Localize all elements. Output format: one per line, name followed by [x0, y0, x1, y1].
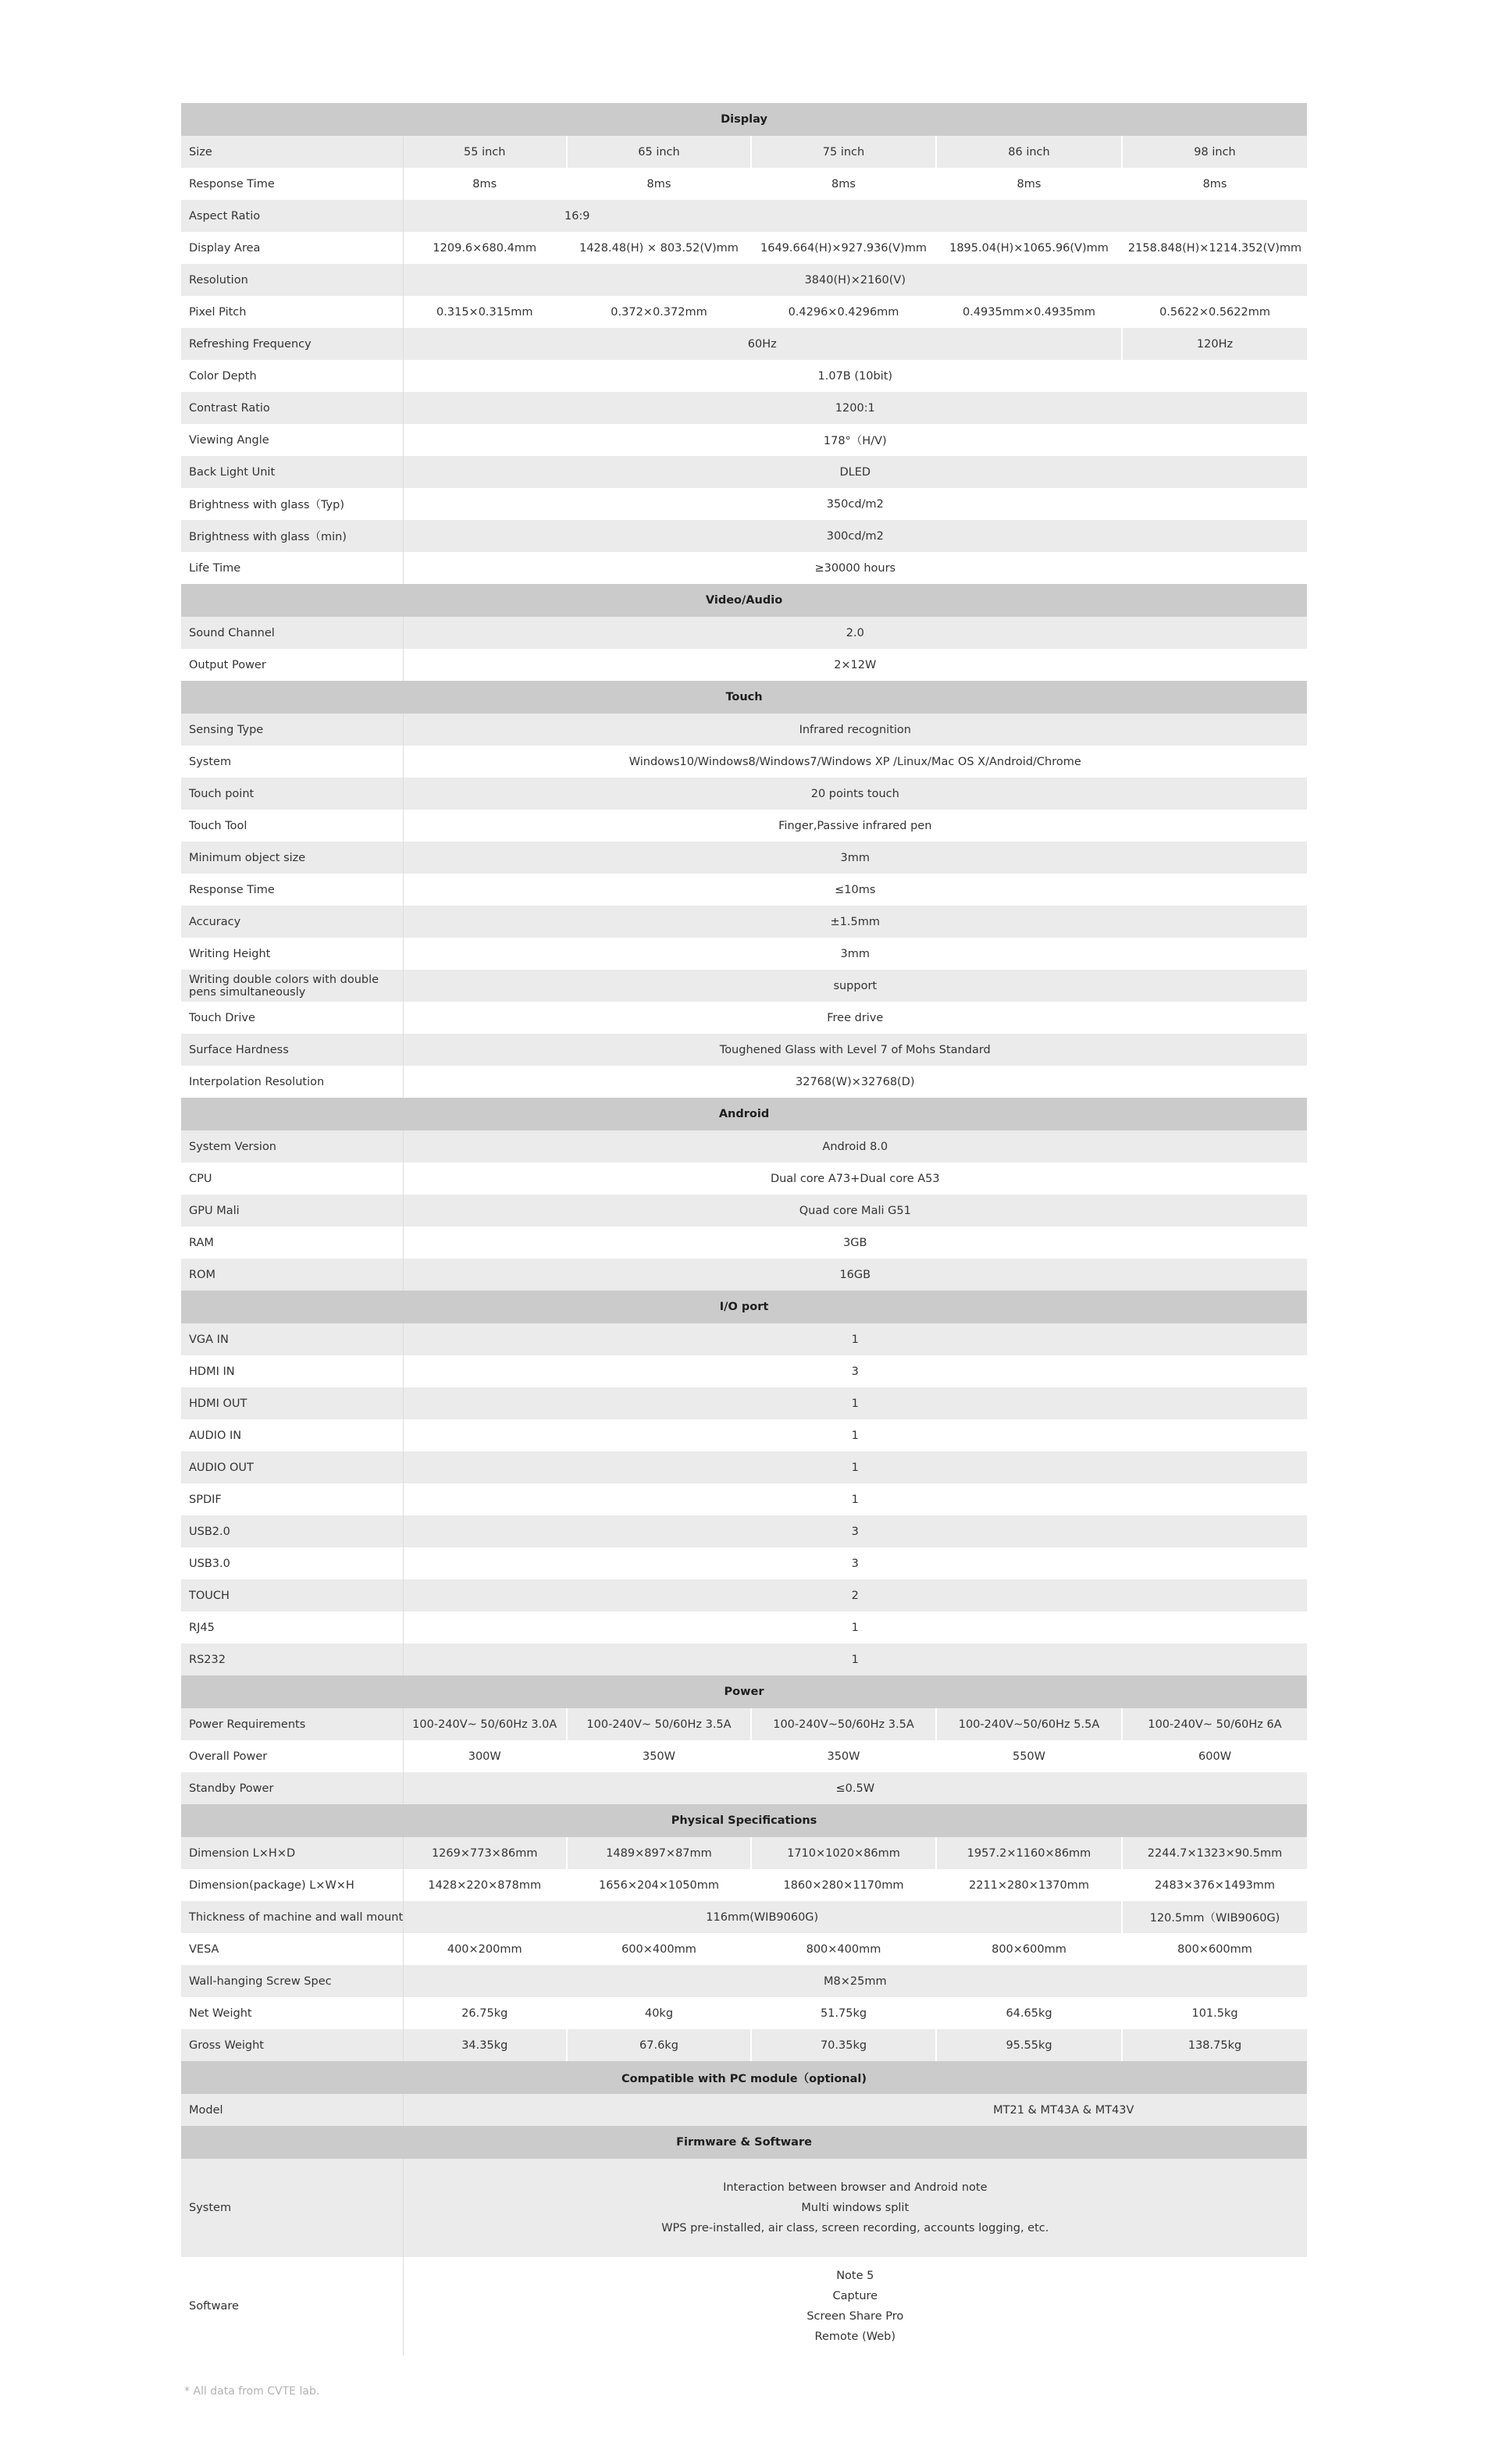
- spec-label: Thickness of machine and wall mount: [181, 1901, 403, 1933]
- spec-row: [181, 360, 1307, 392]
- spec-label: Contrast Ratio: [181, 392, 403, 424]
- spec-row: [181, 617, 1307, 649]
- spec-row: [181, 520, 1307, 552]
- spec-value: 86 inch: [936, 136, 1122, 168]
- spec-label: Display Area: [181, 232, 403, 264]
- spec-label: Output Power: [181, 649, 403, 681]
- spec-value: 0.315×0.315mm: [403, 296, 567, 328]
- spec-label: Minimum object size: [181, 842, 403, 874]
- spec-label: Interpolation Resolution: [181, 1066, 403, 1098]
- spec-label: Accuracy: [181, 906, 403, 938]
- spec-label: Aspect Ratio: [181, 200, 403, 232]
- spec-value: 8ms: [751, 168, 936, 200]
- spec-value-line: Interaction between browser and Android note: [723, 2181, 988, 2194]
- section-header-video-audio: [181, 584, 1307, 617]
- spec-row: [181, 2257, 1307, 2355]
- spec-value-line: WPS pre-installed, air class, screen recording, accounts logging, etc.: [661, 2222, 1049, 2234]
- spec-row: [181, 1579, 1307, 1611]
- spec-value: 1428×220×878mm: [403, 1869, 567, 1901]
- spec-row: [181, 649, 1307, 681]
- spec-row: [181, 970, 1307, 1002]
- spec-value: 1: [403, 1387, 1307, 1419]
- spec-row: [181, 842, 1307, 874]
- spec-value: 60Hz: [403, 328, 1122, 360]
- spec-row: [181, 1163, 1307, 1195]
- spec-label: Touch Drive: [181, 1002, 403, 1034]
- spec-label: HDMI OUT: [181, 1387, 403, 1419]
- spec-label: VGA IN: [181, 1323, 403, 1355]
- spec-value: 2244.7×1323×90.5mm: [1122, 1837, 1307, 1869]
- section-header-compatible-with-pc-module-optional: [181, 2061, 1307, 2094]
- spec-value-line: Capture: [832, 2290, 878, 2302]
- spec-label: Back Light Unit: [181, 456, 403, 488]
- section-header-power: [181, 1675, 1307, 1708]
- spec-label: Refreshing Frequency: [181, 328, 403, 360]
- spec-value: 600×400mm: [567, 1933, 751, 1965]
- spec-row: [181, 1708, 1307, 1740]
- spec-row: [181, 1002, 1307, 1034]
- spec-value: 1: [403, 1611, 1307, 1643]
- spec-value: 300cd/m2: [403, 520, 1307, 552]
- spec-value: 1269×773×86mm: [403, 1837, 567, 1869]
- spec-label: USB3.0: [181, 1547, 403, 1579]
- spec-value: 8ms: [567, 168, 751, 200]
- spec-row: [181, 552, 1307, 584]
- spec-label: Viewing Angle: [181, 424, 403, 456]
- spec-label: Life Time: [181, 552, 403, 584]
- spec-label: HDMI IN: [181, 1355, 403, 1387]
- spec-value: 3: [403, 1355, 1307, 1387]
- spec-label: Surface Hardness: [181, 1034, 403, 1066]
- spec-row: [181, 328, 1307, 360]
- spec-value: 1957.2×1160×86mm: [936, 1837, 1122, 1869]
- spec-row: [181, 1515, 1307, 1547]
- spec-label: ROM: [181, 1259, 403, 1291]
- spec-label: Software: [181, 2257, 403, 2355]
- spec-label: Writing double colors with double pens simultaneously: [181, 970, 403, 1002]
- spec-value: 8ms: [403, 168, 567, 200]
- spec-value: 800×600mm: [1122, 1933, 1307, 1965]
- spec-value: support: [403, 970, 1307, 1002]
- spec-value: 800×400mm: [751, 1933, 936, 1965]
- spec-label: Resolution: [181, 264, 403, 296]
- section-title: Touch: [181, 681, 1307, 714]
- spec-label: Overall Power: [181, 1740, 403, 1772]
- spec-value: 1895.04(H)×1065.96(V)mm: [936, 232, 1122, 264]
- spec-row: [181, 296, 1307, 328]
- spec-value: 75 inch: [751, 136, 936, 168]
- spec-value: 2211×280×1370mm: [936, 1869, 1122, 1901]
- spec-value: 350cd/m2: [403, 488, 1307, 520]
- spec-value: Windows10/Windows8/Windows7/Windows XP /Linux/Mac OS X/Android/Chrome: [403, 746, 1307, 778]
- section-title: Video/Audio: [181, 584, 1307, 617]
- spec-value: Android 8.0: [403, 1131, 1307, 1163]
- spec-value: ≤10ms: [403, 874, 1307, 906]
- spec-value: 3mm: [403, 842, 1307, 874]
- spec-value: 1: [403, 1323, 1307, 1355]
- spec-row: [181, 200, 1307, 232]
- spec-label: Sound Channel: [181, 617, 403, 649]
- spec-value: 350W: [751, 1740, 936, 1772]
- spec-value: 3: [403, 1515, 1307, 1547]
- spec-value: 8ms: [1122, 168, 1307, 200]
- spec-value: MT21 & MT43A & MT43V: [403, 2094, 1307, 2126]
- spec-value: 3: [403, 1547, 1307, 1579]
- spec-value-line: Multi windows split: [801, 2202, 910, 2214]
- spec-value: Infrared recognition: [403, 714, 1307, 746]
- spec-row: [181, 2159, 1307, 2257]
- spec-row: [181, 168, 1307, 200]
- spec-label: Touch point: [181, 778, 403, 810]
- spec-row: [181, 232, 1307, 264]
- spec-label: AUDIO IN: [181, 1419, 403, 1451]
- spec-value: 34.35kg: [403, 2029, 567, 2061]
- spec-label: AUDIO OUT: [181, 1451, 403, 1483]
- spec-value: 2158.848(H)×1214.352(V)mm: [1122, 232, 1307, 264]
- spec-row: [181, 906, 1307, 938]
- spec-value: 138.75kg: [1122, 2029, 1307, 2061]
- spec-label: Net Weight: [181, 1997, 403, 2029]
- spec-label: USB2.0: [181, 1515, 403, 1547]
- spec-row: [181, 488, 1307, 520]
- spec-value: 40kg: [567, 1997, 751, 2029]
- spec-value-line: Note 5: [836, 2270, 874, 2282]
- spec-row: [181, 264, 1307, 296]
- spec-label: System: [181, 2159, 403, 2257]
- spec-label: RJ45: [181, 1611, 403, 1643]
- spec-value: 1656×204×1050mm: [567, 1869, 751, 1901]
- spec-row: [181, 1131, 1307, 1163]
- spec-value: 20 points touch: [403, 778, 1307, 810]
- section-title: Firmware & Software: [181, 2126, 1307, 2159]
- spec-value: 67.6kg: [567, 2029, 751, 2061]
- spec-value: 3840(H)×2160(V): [403, 264, 1307, 296]
- spec-value: 65 inch: [567, 136, 751, 168]
- spec-value: 64.65kg: [936, 1997, 1122, 2029]
- spec-value: 1860×280×1170mm: [751, 1869, 936, 1901]
- spec-value: 98 inch: [1122, 136, 1307, 168]
- spec-value: 100-240V~ 50/60Hz 3.5A: [567, 1708, 751, 1740]
- spec-value: 3GB: [403, 1227, 1307, 1259]
- spec-label: Pixel Pitch: [181, 296, 403, 328]
- spec-row: [181, 1740, 1307, 1772]
- spec-row: [181, 1933, 1307, 1965]
- spec-row: [181, 1259, 1307, 1291]
- spec-value: 55 inch: [403, 136, 567, 168]
- spec-label: Brightness with glass（min): [181, 520, 403, 552]
- spec-value: 550W: [936, 1740, 1122, 1772]
- spec-label: GPU Mali: [181, 1195, 403, 1227]
- spec-label: Color Depth: [181, 360, 403, 392]
- spec-value: 600W: [1122, 1740, 1307, 1772]
- spec-value: 1209.6×680.4mm: [403, 232, 567, 264]
- spec-label: RS232: [181, 1643, 403, 1675]
- section-title: Compatible with PC module（optional): [181, 2061, 1307, 2094]
- spec-value: 100-240V~50/60Hz 5.5A: [936, 1708, 1122, 1740]
- spec-value: 100-240V~ 50/60Hz 3.0A: [403, 1708, 567, 1740]
- spec-row: [181, 2094, 1307, 2126]
- spec-value: 178°（H/V): [403, 424, 1307, 456]
- spec-value: 400×200mm: [403, 1933, 567, 1965]
- spec-label: Power Requirements: [181, 1708, 403, 1740]
- spec-value: 2×12W: [403, 649, 1307, 681]
- spec-label: Response Time: [181, 168, 403, 200]
- section-header-i-o-port: [181, 1291, 1307, 1323]
- spec-row: [181, 1547, 1307, 1579]
- spec-row: [181, 714, 1307, 746]
- spec-value: 1.07B (10bit): [403, 360, 1307, 392]
- spec-label: Size: [181, 136, 403, 168]
- spec-value: Toughened Glass with Level 7 of Mohs Standard: [403, 1034, 1307, 1066]
- spec-label: RAM: [181, 1227, 403, 1259]
- spec-label: System Version: [181, 1131, 403, 1163]
- spec-value: 120Hz: [1122, 328, 1307, 360]
- spec-label: Writing Height: [181, 938, 403, 970]
- spec-value: 120.5mm（WIB9060G): [1122, 1901, 1307, 1933]
- spec-row: [181, 1195, 1307, 1227]
- empty-cell: [751, 200, 1307, 232]
- spec-label: System: [181, 746, 403, 778]
- spec-row: [181, 810, 1307, 842]
- spec-row: [181, 1034, 1307, 1066]
- spec-row: [181, 1483, 1307, 1515]
- spec-value-line: Remote (Web): [814, 2330, 896, 2343]
- spec-label: TOUCH: [181, 1579, 403, 1611]
- spec-row: [181, 874, 1307, 906]
- spec-value: 1428.48(H) × 803.52(V)mm: [567, 232, 751, 264]
- spec-label: Dimension(package) L×W×H: [181, 1869, 403, 1901]
- spec-value: M8×25mm: [403, 1965, 1307, 1997]
- spec-value: 100-240V~50/60Hz 3.5A: [751, 1708, 936, 1740]
- spec-value: 16:9: [403, 200, 751, 232]
- spec-value: 3mm: [403, 938, 1307, 970]
- spec-value: 1: [403, 1483, 1307, 1515]
- spec-value: 1: [403, 1451, 1307, 1483]
- spec-row: [181, 456, 1307, 488]
- spec-value: ±1.5mm: [403, 906, 1307, 938]
- spec-value: ≤0.5W: [403, 1772, 1307, 1804]
- spec-value: 2: [403, 1579, 1307, 1611]
- spec-row: [181, 1901, 1307, 1933]
- spec-value: 70.35kg: [751, 2029, 936, 2061]
- spec-label: Model: [181, 2094, 403, 2126]
- spec-value: 1200:1: [403, 392, 1307, 424]
- spec-row: [181, 1451, 1307, 1483]
- spec-row: [181, 778, 1307, 810]
- spec-label: VESA: [181, 1933, 403, 1965]
- spec-label: Wall-hanging Screw Spec: [181, 1965, 403, 1997]
- spec-label: Brightness with glass（Typ): [181, 488, 403, 520]
- spec-row: [181, 1387, 1307, 1419]
- spec-label: SPDIF: [181, 1483, 403, 1515]
- spec-row: [181, 1066, 1307, 1098]
- spec-value: 8ms: [936, 168, 1122, 200]
- spec-value: 32768(W)×32768(D): [403, 1066, 1307, 1098]
- spec-value: 51.75kg: [751, 1997, 936, 2029]
- spec-row: [181, 2029, 1307, 2061]
- spec-row: [181, 1869, 1307, 1901]
- spec-value: 95.55kg: [936, 2029, 1122, 2061]
- spec-row: [181, 1227, 1307, 1259]
- spec-value: 0.372×0.372mm: [567, 296, 751, 328]
- section-title: Display: [181, 103, 1307, 136]
- spec-value: DLED: [403, 456, 1307, 488]
- spec-value: 0.4935mm×0.4935mm: [936, 296, 1122, 328]
- spec-label: Sensing Type: [181, 714, 403, 746]
- spec-value: 1649.664(H)×927.936(V)mm: [751, 232, 936, 264]
- spec-row: [181, 392, 1307, 424]
- spec-row: [181, 1323, 1307, 1355]
- footnote: * All data from CVTE lab.: [184, 2385, 320, 2398]
- spec-value: 350W: [567, 1740, 751, 1772]
- section-title: Physical Specifications: [181, 1804, 1307, 1837]
- spec-row: [181, 424, 1307, 456]
- section-title: I/O port: [181, 1291, 1307, 1323]
- spec-row: [181, 1419, 1307, 1451]
- specification-table: [181, 103, 1307, 2355]
- spec-value: 1: [403, 1419, 1307, 1451]
- section-header-android: [181, 1098, 1307, 1131]
- spec-value: Finger,Passive infrared pen: [403, 810, 1307, 842]
- spec-label: Dimension L×H×D: [181, 1837, 403, 1869]
- spec-value: 100-240V~ 50/60Hz 6A: [1122, 1708, 1307, 1740]
- spec-value-list: [403, 2159, 1307, 2257]
- spec-row: [181, 938, 1307, 970]
- spec-value: 2483×376×1493mm: [1122, 1869, 1307, 1901]
- spec-row: [181, 1772, 1307, 1804]
- spec-label: Touch Tool: [181, 810, 403, 842]
- spec-value: Free drive: [403, 1002, 1307, 1034]
- section-title: Android: [181, 1098, 1307, 1131]
- spec-label: CPU: [181, 1163, 403, 1195]
- spec-value: 800×600mm: [936, 1933, 1122, 1965]
- spec-value: 0.5622×0.5622mm: [1122, 296, 1307, 328]
- spec-row: [181, 1611, 1307, 1643]
- spec-row: [181, 1643, 1307, 1675]
- spec-value: 26.75kg: [403, 1997, 567, 2029]
- spec-value: 1: [403, 1643, 1307, 1675]
- spec-value: 16GB: [403, 1259, 1307, 1291]
- section-header-firmware-software: [181, 2126, 1307, 2159]
- spec-label: Standby Power: [181, 1772, 403, 1804]
- section-header-display: [181, 103, 1307, 136]
- spec-value: 1710×1020×86mm: [751, 1837, 936, 1869]
- spec-value-list: [403, 2257, 1307, 2355]
- section-header-physical-specifications: [181, 1804, 1307, 1837]
- spec-value: ≥30000 hours: [403, 552, 1307, 584]
- spec-value-line: Screen Share Pro: [806, 2310, 904, 2323]
- spec-label: Gross Weight: [181, 2029, 403, 2061]
- spec-row: [181, 1837, 1307, 1869]
- section-header-touch: [181, 681, 1307, 714]
- spec-value: 101.5kg: [1122, 1997, 1307, 2029]
- spec-value: 116mm(WIB9060G): [403, 1901, 1122, 1933]
- spec-value: Dual core A73+Dual core A53: [403, 1163, 1307, 1195]
- section-title: Power: [181, 1675, 1307, 1708]
- spec-value: 300W: [403, 1740, 567, 1772]
- spec-value: 0.4296×0.4296mm: [751, 296, 936, 328]
- spec-row: [181, 746, 1307, 778]
- spec-value: 2.0: [403, 617, 1307, 649]
- spec-row: [181, 1965, 1307, 1997]
- spec-label: Response Time: [181, 874, 403, 906]
- spec-row: [181, 1997, 1307, 2029]
- spec-row: [181, 1355, 1307, 1387]
- spec-row: [181, 136, 1307, 168]
- spec-value: Quad core Mali G51: [403, 1195, 1307, 1227]
- spec-value: 1489×897×87mm: [567, 1837, 751, 1869]
